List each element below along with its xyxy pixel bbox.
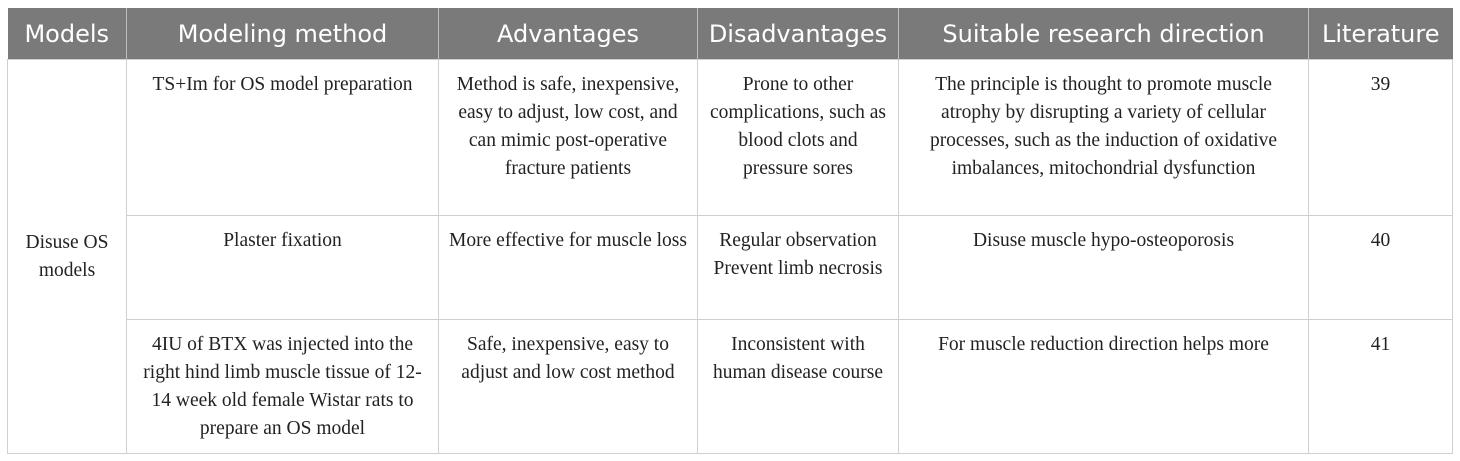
table-row [8,216,1453,320]
literature-cell: 40 [1309,216,1453,320]
method-cell: TS+Im for OS model preparation [127,60,439,216]
advantages-cell: Safe, inexpensive, easy to adjust and low cost method [439,320,698,454]
header-literature: Literature [1309,8,1453,60]
direction-cell: The principle is thought to promote muscle atrophy by disrupting a variety of cellular processes, such as the induction of oxidative imbalances, mitochondrial dysfunction [899,60,1309,216]
advantages-cell: More effective for muscle loss [439,216,698,320]
direction-cell: Disuse muscle hypo-osteoporosis [899,216,1309,320]
table-row [8,60,1453,216]
advantages-cell: Method is safe, inexpensive, easy to adjust, low cost, and can mimic post-operative fracture patients [439,60,698,216]
direction-cell: For muscle reduction direction helps more [899,320,1309,454]
disadvantages-cell: Prone to other complications, such as blood clots and pressure sores [698,60,899,216]
header-modeling-method: Modeling method [127,8,439,60]
table-header-row [8,8,1453,60]
table-row [8,320,1453,454]
header-advantages: Advantages [439,8,698,60]
disadvantages-cell: Inconsistent with human disease course [698,320,899,454]
header-research-direction: Suitable research direction [899,8,1309,60]
method-cell: Plaster fixation [127,216,439,320]
method-cell: 4IU of BTX was injected into the right hind limb muscle tissue of 12-14 week old female Wistar rats to prepare an OS model [127,320,439,454]
literature-cell: 41 [1309,320,1453,454]
model-group-cell: Disuse OS models [8,60,127,454]
literature-cell: 39 [1309,60,1453,216]
disadvantages-cell: Regular observation Prevent limb necrosis [698,216,899,320]
models-table-container [7,8,1452,454]
models-table [7,8,1453,454]
header-models: Models [8,8,127,60]
header-disadvantages: Disadvantages [698,8,899,60]
